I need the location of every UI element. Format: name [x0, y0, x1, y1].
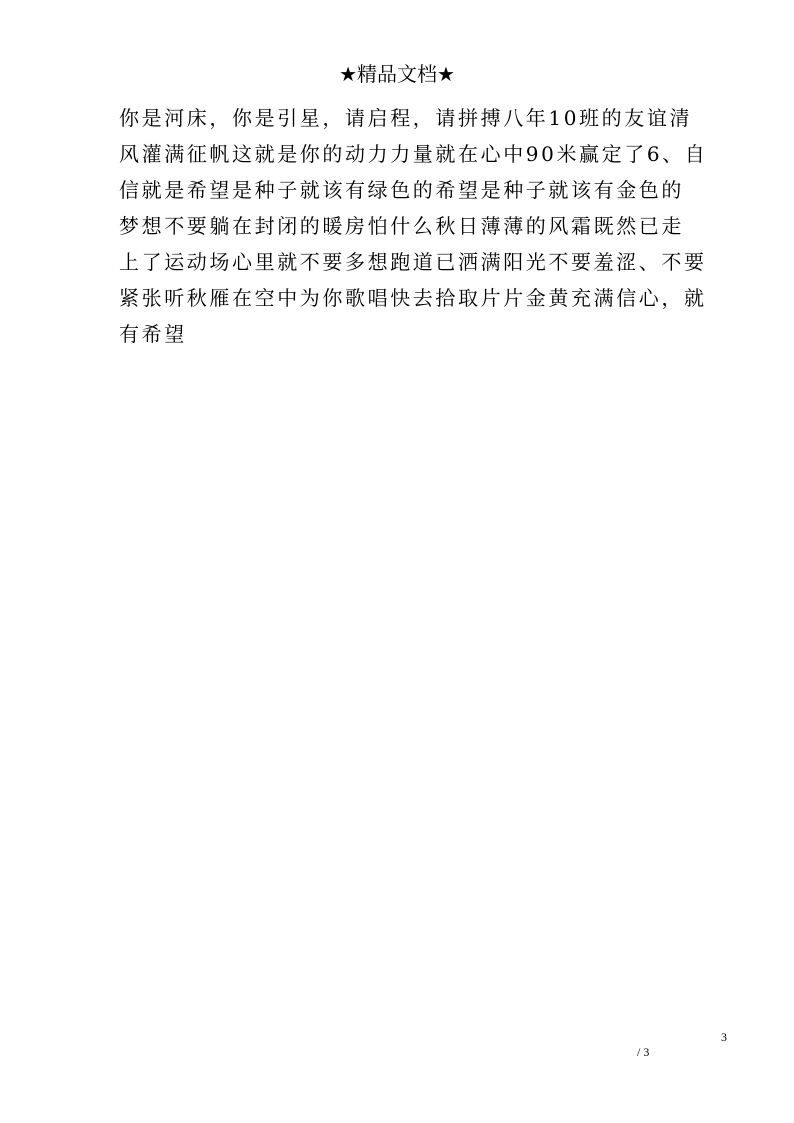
body-line: 风灌满征帆这就是你的动力力量就在心中90米赢定了6、自 — [119, 142, 708, 166]
page-number: 3 — [721, 1030, 727, 1044]
body-line: 上了运动场心里就不要多想跑道已洒满阳光不要羞涩、不要 — [119, 250, 707, 274]
page-total: / 3 — [637, 1045, 650, 1059]
body-line: 有希望 — [119, 322, 187, 346]
header-title: ★精品文档★ — [339, 62, 455, 86]
body-line: 梦想不要躺在封闭的暖房怕什么秋日薄薄的风霜既然已走 — [119, 214, 684, 238]
body-line: 紧张听秋雁在空中为你歌唱快去拾取片片金黄充满信心，就 — [119, 286, 707, 310]
body-line: 信就是希望是种子就该有绿色的希望是种子就该有金色的 — [119, 178, 684, 202]
body-line: 你是河床，你是引星，请启程，请拼搏八年10班的友谊清 — [119, 106, 693, 130]
document-body — [119, 100, 708, 352]
document-header — [0, 60, 794, 88]
